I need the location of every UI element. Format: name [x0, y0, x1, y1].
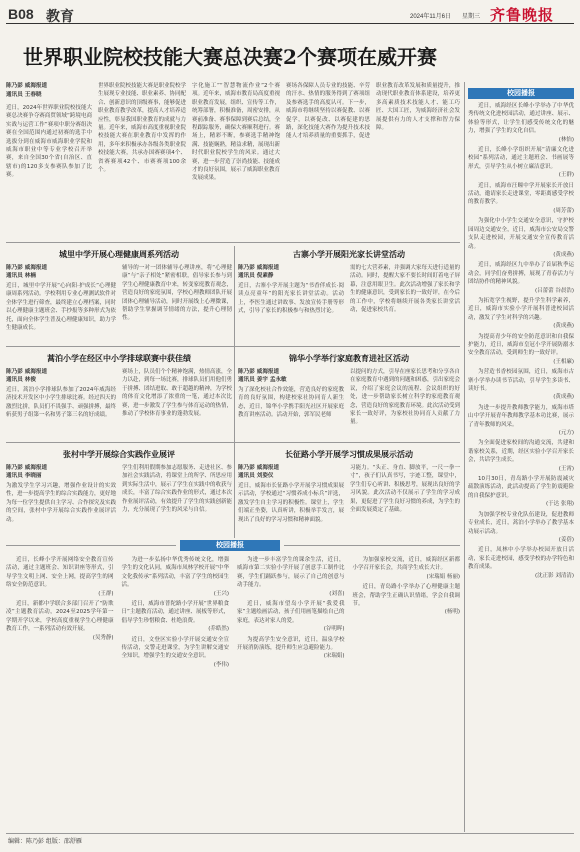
news-brief-text: 近日，威海市汪疃中学开展家长开放日活动，邀请家长走进课堂，零距离感受学校的教育教学。	[468, 182, 574, 206]
issue-weekday: 星期三	[462, 13, 481, 20]
news-brief-item	[468, 261, 574, 295]
news-brief-item	[237, 556, 345, 598]
article-title: 张村中学开展综合实践作业展评	[63, 449, 175, 459]
article-body: 近日，蒿泊小学排球队参加了2024年威海经济技术开发区中小学生排球比赛。经过四天的激烈比拼，队员们不畏强手、顽强拼搏，最终斩获男子组第一名和男子第三名的好成绩。	[6, 387, 116, 419]
news-brief-author: (王霄)	[558, 465, 574, 472]
news-brief-text: 为提高学生安全意识，近日，温泉学校开展消防演练，提升师生应急避险能力。	[237, 636, 345, 652]
news-brief-author: (王相廉)	[553, 358, 574, 365]
news-brief-text: 近日，威海经区九中举办了首届秋季运动会，同学们奋勇拼搏，展现了青春活力与团结协作的精神风貌。	[468, 262, 574, 286]
news-brief-item	[353, 556, 461, 581]
news-brief-item	[468, 146, 574, 180]
article-body: 需的七大营养素，并强调大家每天进行适量的活动。同时，提醒大家不要长时间盯着电子屏幕，注意用眼卫生。此次活动增强了家长和学生的健康意识，受到家长的一致好评，在今后的工作中，学校将继续开展各类家长讲堂活动，促进家校共育。	[350, 265, 460, 314]
news-brief-text: 为全面促进家校间的沟通交流，共建和谐家校关系，近期，经区实验小学召开家长会，共话学生成长。	[468, 440, 574, 464]
news-brief-item	[237, 636, 345, 661]
article-title: 长征路小学开展学习惯成果展示活动	[285, 449, 413, 459]
section-tag: 校园播报	[180, 540, 280, 551]
page-headline: 世界职业院校技能大赛总决赛2个赛项在威开赛	[23, 45, 437, 69]
news-brief-text: 为营造书香校园氛围，近日，威海市古寨小学举办读书节活动，引导学生多读书、读好书。	[468, 369, 574, 392]
article-byline: 通讯员 刘姿仪	[238, 473, 274, 479]
news-brief-author: (乔皓然)	[208, 626, 229, 633]
article-byline: 陈乃彭 威海报道	[6, 465, 48, 471]
news-brief-column	[468, 102, 574, 830]
news-brief-author: (周芳蕾)	[553, 207, 574, 214]
news-brief-item	[468, 182, 574, 216]
news-brief-author: (李伟)	[213, 661, 229, 668]
section-name: 教育	[46, 9, 74, 24]
news-brief-text: 为拓宽学生视野，提升学生科学素养，近日，威海市实验小学开展科普进校园活动，激发了学生对科学的兴趣。	[468, 297, 574, 321]
news-brief-text: 近日，威海市普陀路小学开展“世界粮食日”主题教育活动，通过讲座、展板等形式，倡导学生珍惜粮食、杜绝浪费。	[121, 601, 229, 624]
article-box	[6, 446, 232, 536]
news-brief-text: 10月30日，青岛路小学开展防震减灾疏散演练活动，此活动提高了学生防震避险的自我保护意识。	[468, 476, 574, 499]
article-body: 习能力。“头正、身直、脚放平，一尺一拳一寸”，孩子们认真书写，字迹工整，课堂中，学生们专心听讲、积极思考，展现出良好的学习风貌。此次活动不仅展示了学生的学习成果，更促进了学生良好习惯的养成，为学生的全面发展奠定了基础。	[350, 465, 460, 514]
news-brief-item	[468, 546, 574, 580]
news-brief-item	[6, 556, 114, 598]
news-brief-author: (王群)	[558, 172, 574, 179]
article-title: 城里中学开展心理健康周系列活动	[59, 249, 179, 259]
news-brief-item	[6, 600, 114, 642]
news-brief-item	[122, 636, 230, 670]
news-brief-author: (黄成燕)	[553, 394, 574, 401]
article-box	[238, 246, 460, 344]
article-title: 古寨小学开展阳光家长讲堂活动	[293, 249, 405, 259]
article-box	[238, 446, 460, 536]
news-brief-author: (林怡)	[558, 136, 574, 143]
news-brief-author: (刘喜)	[329, 590, 345, 597]
news-brief-item	[468, 439, 574, 473]
news-brief-item	[468, 511, 574, 545]
page-header	[6, 4, 574, 24]
article-box	[6, 246, 232, 344]
news-brief-item	[237, 600, 345, 634]
news-brief-author: (姜蓓)	[558, 536, 574, 543]
lead-article	[6, 82, 460, 240]
news-brief-author: (黄成燕)	[553, 323, 574, 330]
lead-column-3: 字化施工”“智慧物流作业”2个赛项。近年来，威海市教育局高度重视职业教育发展，组织、宣传等工作，统筹部署，积极准备，周密安排，从赛前准备、赛事保障到赛后总结，全程跟踪服务，确保大赛顺利进行。赛场上，精彩不断，参赛选手精神饱满、技能娴熟，精益求精，展现出新时代职业院校学生的风采。通过大赛，进一步营造了崇尚技能、技能成才的良好氛围，展示了威海职业教育发展成果。	[192, 83, 280, 182]
divider	[6, 442, 460, 443]
divider	[6, 833, 574, 834]
article-body: 辅导的一对一团体辅导心理讲座，将“心理健康”与“亲子相处”紧密相联，倡导家长参与到学生心理健康教育中来，转变家庭教育观念，营造良好的家庭氛围，学校心理教师团队开展团体心理辅导活动，同时开展线上心理微课，帮助学生掌握调节情绪的方法，提升心理韧性。	[122, 265, 232, 322]
article-box	[238, 350, 460, 440]
article-body: 近日，古寨小学开展主题为“书香伴成长·阅读点亮童年”的阳光家长讲堂活动。活动上，李医生通过讲故事、发放宣传手册等形式，引导了家长的积极参与和热烈讨论。	[238, 283, 344, 315]
news-brief-author: (于达 张翔)	[545, 501, 574, 508]
news-brief-text: 为强化中小学生交通安全意识，守护校园周边交通安全，近日，威海市公安局交警支队走进校园，开展交通安全宣传教育活动。	[468, 218, 574, 250]
news-brief-text: 为提高青少年的安全防范意识和自我保护能力，近日，威海市皇冠小学开展防溺水安全教育活动，受到师生的一致好评。	[468, 333, 574, 357]
news-brief-author: (黄成燕)	[553, 251, 574, 258]
divider	[284, 545, 460, 546]
issue-date: 2024年11月6日	[410, 14, 451, 20]
news-brief-author: (王兴)	[213, 590, 229, 597]
news-brief-text: 为加强学校专业化队伍建设，促进教师专业成长，近日，蒿泊小学举办了教学基本功展示活动。	[468, 511, 574, 535]
news-brief-text: 近日，长峰小学组织开展“清廉文化进校园”系列活动，通过主题班会、书画展等形式，引导学生从小树立廉洁意识。	[468, 147, 574, 170]
news-brief-author: (沈正影 刘清清)	[534, 572, 574, 579]
article-body: 以提问的方式，引导在座家长思考和分享各自在家庭教育中遇到的问题和困惑，引出家庭会议，介绍了家庭会议的流程、会议组织的好处，进一步帮助家长树立科学的家庭教育观念，营造良好的家庭教育环境。此次活动受到家长一致好评，为家校社协同育人贡献了力量。	[350, 369, 460, 426]
article-body: 学生们利用假期参加志愿服务、走进社区、参加社会实践活动，将课堂上的所学、所思应用到实际生活中，展示了学生在实践中的收获与成长，丰富了综合实践作业的形式，通过本次作业展评活动，有效提升了学生的实践创新能力，充分展现了学生的风采与自信。	[122, 465, 232, 514]
lead-byline-1: 陈乃彭 威海报道	[6, 83, 48, 89]
news-brief-text: 近日，凤林中小学举办校园开放日活动，家长走进校园，感受学校的办学特色和教育成果。	[468, 547, 574, 571]
article-byline: 陈乃彭 威海报道	[238, 465, 280, 471]
divider	[6, 346, 460, 347]
article-body: 为了深化校社合作效能，营造良好的家庭教育的良好氛围，构建校家社协同育人新生态，近日，锦华小学携手阳光社区开展家庭教育讲座活动。活动开始，郭军民老师	[238, 387, 344, 419]
news-brief-author: (吕蕾蕾 谷晨浩)	[534, 287, 574, 294]
news-brief-item	[468, 333, 574, 367]
divider	[464, 82, 465, 832]
article-title: 锦华小学举行家庭教育进社区活动	[289, 353, 409, 363]
news-brief-item	[468, 475, 574, 509]
lead-column-1: 近日，2024年世界职业院校技能大赛总决赛争夺赛商贸领域“跨境电商实战与运营工作”赛项中职分赛组决赛在全国范围内通过初赛的选手中选拔分到在威海市威海职业学院和威海市职业中等专业学校召开举赛，来自全国30个省(自治区、直辖市)的120多支参赛队参加了比赛。	[6, 105, 92, 179]
article-byline: 陈乃彭 威海报道	[238, 369, 280, 375]
news-brief-item	[468, 404, 574, 438]
news-brief-author: (宋瑞娟 杨丽)	[426, 573, 460, 580]
article-byline: 通讯员 林俊	[6, 377, 36, 383]
news-brief-author: (元方)	[558, 430, 574, 437]
news-brief-text: 近日，青岛路小学举办了心理健康主题班会，帮助学生正确认识情绪，学会自我调节。	[352, 584, 460, 608]
article-byline: 陈乃彭 威海报道	[238, 265, 280, 271]
news-brief-author: (王群)	[98, 590, 114, 597]
news-brief-text: 为进一步丰富学生的课余生活，近日，威海市第二实验小学开展了创意手工制作比赛，学生们踊跃参与，展示了自己的创意与动手能力。	[237, 557, 345, 589]
article-byline: 通讯员 李晓丽	[6, 473, 42, 479]
article-title: 蒿泊小学在经区中小学排球联赛中获佳绩	[47, 353, 191, 363]
section-code: B08	[8, 6, 34, 22]
footer-credits: 编辑：陈乃彭 组版：邵舒雁	[8, 838, 82, 845]
news-brief-columns	[6, 556, 460, 828]
news-brief-author: (杨明)	[444, 609, 460, 616]
news-brief-item	[468, 102, 574, 144]
news-brief-text: 为加强家校交流，近日，威海经区新都小学召开家长会，共商学生成长大计。	[352, 557, 460, 572]
article-byline: 通讯员 姜宇 孟永敏	[238, 377, 287, 383]
article-body: 为激发学生学习兴趣，增强作业设计的实效性，进一步提高学生的综合实践能力，更好地为每一位学生提供自主学习、合作探究及实践的空间，张村中学开展综合实践作业展评活动。	[6, 483, 116, 523]
news-brief-item	[468, 297, 574, 331]
news-brief-item	[122, 600, 230, 634]
lead-byline-2: 通讯员 王春晓	[6, 92, 42, 98]
article-body: 赛场上，队员们个个精神饱满，热情高涨，全力以赴，到每一场比赛，排球队员们用他们勇于拼搏、团结进取、敢于超越的精神，为学校的体育文化增添了浓重的一笔，通过本次比赛，进一步激发了学生参与体育运动的热情，推动了学校体育事业的蓬勃发展。	[122, 369, 232, 418]
section-tag: 校园播报	[468, 88, 574, 99]
news-brief-text: 近日，威海市望岛小学开展“我爱我家”主题绘画活动，孩子们用画笔描绘自己的家庭，表达对家人的爱。	[237, 601, 345, 624]
article-byline: 通讯员 倪素静	[238, 273, 274, 279]
divider	[234, 246, 235, 538]
news-brief-text: 近日，文登区实验小学开展交通安全宣传活动，交警走进课堂，为学生讲解交通安全知识，增强学生的交通安全意识。	[121, 636, 229, 660]
news-brief-text: 近日，新都中学联合多部门召开了“防欺凌”主题教育活动，2024至2025学年第一学期开学以来，学校高度重视学生心理健康教育工作，一系列活动有效开展。	[6, 601, 114, 633]
news-brief-author: (谷明晖)	[323, 626, 345, 633]
article-body: 近日，城里中学开展“心向阳·护成长”心理健康周系列活动。学校利用专业心理测试软件对全体学生进行筛查，最终建立心理档案，同时以心理健康主题班会、手抄报等多种形式为依托，面向全体学生普及心理健康知识，助力学生健康成长。	[6, 283, 116, 332]
news-brief-item	[468, 368, 574, 402]
news-brief-item	[122, 556, 230, 598]
article-byline: 陈乃彭 威海报道	[6, 369, 48, 375]
article-byline: 通讯员 林楠	[6, 273, 36, 279]
news-brief-text: 为进一步弘扬中华优秀传统文化，增强学生的文化认同，威海市凤林学校开展“中华文化我传承”系列活动，丰富了学生的校园生活。	[121, 557, 229, 589]
news-brief-item	[353, 583, 461, 617]
lead-column-4: 赛场各保障人员专业的技能、辛劳的汗水、热情的服务得到了赛项组及参赛选手的高度认可。下一步，威海市将继续坚持以赛促教、以赛促学，以赛促改、以赛促建的思路，深化技能大赛作为提升技术技能人才培养质量的重要抓手，促进职业教育改革发展和质量提升，推动现代职业教育体系建设，培养更多高素质技术技能人才、能工巧匠、大国工匠，为威海经济社会发展提供有力的人才支撑和智力保障。	[286, 83, 460, 140]
news-brief-author: (吴秀静)	[92, 634, 114, 641]
article-byline: 陈乃彭 威海报道	[6, 265, 48, 271]
paper-logo: 齐鲁晚报	[490, 6, 555, 24]
news-brief-author: (宋瑞娟)	[323, 653, 345, 660]
divider	[6, 242, 460, 243]
news-brief-item	[468, 217, 574, 259]
news-brief-text: 为进一步提升教师教学能力，威海市塔山中学开展青年教师教学基本功比赛，展示了青年教师的风采。	[468, 404, 574, 428]
divider	[6, 545, 176, 546]
article-body: 近日，威海市长征路小学开展学习惯成果展示活动，学校通过“习惯养成小标兵”评选，激发学生自主学习的积极性。课堂上，学生们端正坐姿，认真听讲，积极举手发言，展现出了良好的学习习惯和精神面貌。	[238, 483, 344, 523]
news-brief-text: 近日，长峰小学开展网络安全教育宣传活动，通过主题班会、知识讲座等形式，引导学生文明上网、安全上网，提高学生的网络安全防范意识。	[6, 557, 114, 589]
article-box	[6, 350, 232, 440]
news-brief-text: 近日，威海经区长峰小学举办了中华优秀传统文化进校园活动，通过讲座、展示、体验等形式，让学生们感受传统文化的魅力，增强了学生的文化自信。	[468, 103, 574, 135]
lead-column-2: 世界职业院校技能大赛是职业院校学生展现专业技能、职业素养、协同配合、创新意识的顶级赛事，能够促进职业教育教学改革，提高人才培养适应性，彰显我国职业教育的成就与力量。近年来，威海市高度重视职业院校技能大赛在职业教育中发挥的作用，多年来积极承办各级各类职业院校技能大赛，共承办国赛赛项4个、省赛赛项42个、市赛赛项100余个。	[98, 83, 186, 174]
